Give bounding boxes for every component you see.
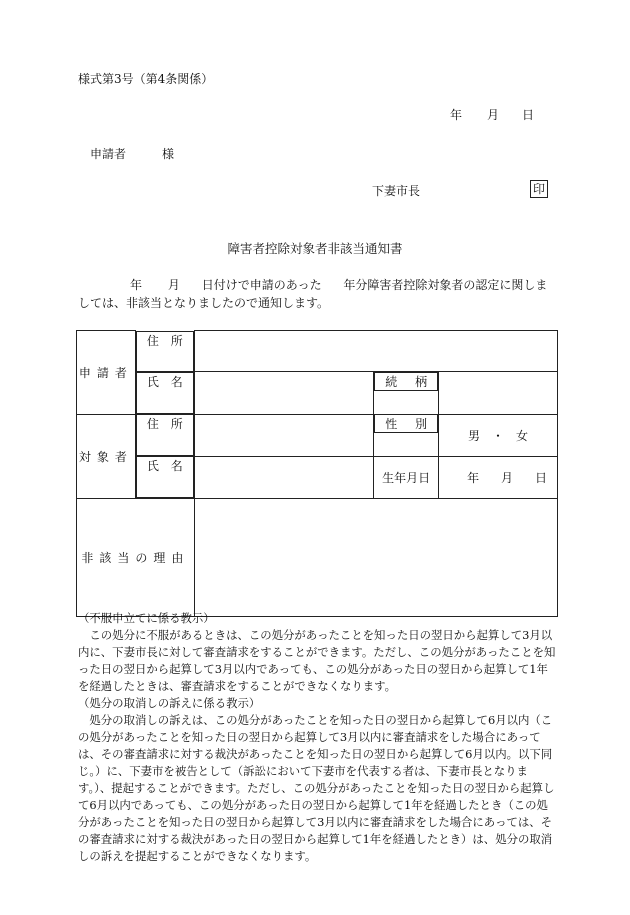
name-label: 氏 名	[136, 372, 194, 414]
document-title: 障害者控除対象者非該当通知書	[227, 241, 403, 256]
objection-text: この処分に不服があるときは、この処分があったことを知った日の翌日から起算して3月以内に、下妻市長に対して審査請求をすることができます。ただし、この処分があったことを知った日の翌日から起算して3月以内であっても、この処分があった日の翌日から起算して1年を経過したときは、審査請求をすることができなくなります。	[78, 628, 556, 693]
relationship-cell[interactable]	[439, 372, 558, 415]
body-year-unit: 年	[130, 278, 143, 292]
subject-address-label: 住 所	[136, 414, 194, 456]
applicant-name-cell[interactable]	[194, 372, 373, 415]
date-day-unit: 日	[522, 108, 535, 122]
subject-row-header: 対象者	[77, 414, 136, 499]
birth-day-unit: 日	[534, 470, 547, 485]
applicant-row-header: 申請者	[77, 331, 136, 415]
sex-options[interactable]: 男 ・ 女	[439, 414, 558, 456]
birth-year-unit: 年	[467, 470, 480, 485]
instructions	[78, 610, 556, 865]
issuer-mayor: 下妻市長	[372, 184, 421, 198]
addressee-line	[90, 145, 174, 162]
birthdate-label: 生年月日	[374, 456, 439, 499]
subject-name-label: 氏 名	[136, 456, 194, 498]
body-text-1: 日付けで申請のあった	[201, 278, 322, 292]
date-month-unit: 月	[487, 108, 500, 122]
lawsuit-text: 処分の取消しの訴えは、この処分があったことを知った日の翌日から起算して6月以内（この処分があったことを知った日の翌日から起算して3月以内に審査請求をした場合にあっては、その審査請求に対する裁決があったことを知った日の翌日から起算して6月以内。以下同じ。）に、下妻市を被告として（訴訟において下妻市を代表する者は、下妻市長となります。）、提起することができます。ただし、この処分があったことを知った日の翌日から起算して6月以内であっても、この処分があった日の翌日から起算して1年を経過したとき（この処分があったことを知った日の翌日から起算して3月以内に審査請求をした場合にあっては、その審査請求に対する裁決があった日の翌日から起算して1年を経過したとき）は、処分の取消しの訴えを提起することができなくなります。	[78, 713, 555, 863]
form-number-label: 様式第3号（第4条関係）	[78, 72, 214, 86]
body-month-unit: 月	[167, 278, 180, 292]
lawsuit-heading: （処分の取消しの訴えに係る教示）	[78, 696, 261, 710]
subject-name-cell[interactable]	[194, 456, 373, 499]
birthdate-cell[interactable]	[439, 456, 558, 499]
info-table	[76, 330, 558, 617]
honorific-suffix: 様	[162, 147, 175, 161]
notice-body	[78, 276, 556, 312]
objection-heading: （不服申立てに係る教示）	[78, 611, 215, 625]
reason-cell[interactable]	[194, 499, 557, 617]
body-text-2: 年分障害者控除対象者の認定に関しましては、非該当となりましたので通知します。	[78, 278, 548, 310]
addressee-label: 申請者	[90, 147, 127, 161]
applicant-address-cell[interactable]	[194, 331, 557, 372]
address-label: 住 所	[136, 331, 194, 372]
birth-month-unit: 月	[501, 470, 514, 485]
subject-address-cell[interactable]	[194, 414, 373, 456]
date-year-unit: 年	[450, 108, 463, 122]
sex-label: 性 別	[374, 414, 438, 433]
reason-label: 非該当の理由	[77, 499, 195, 617]
relationship-label: 続 柄	[374, 372, 438, 391]
seal-stamp: 印	[530, 180, 548, 198]
